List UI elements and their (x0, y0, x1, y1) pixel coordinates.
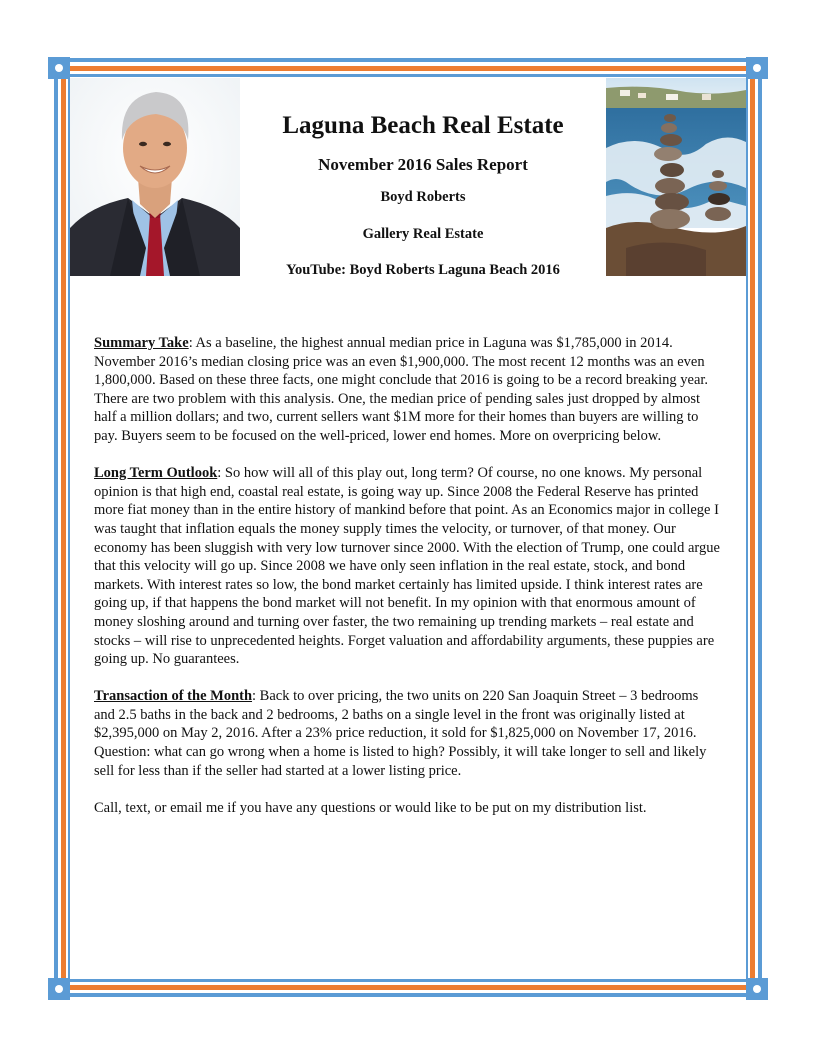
section-text: : As a baseline, the highest annual median price in Laguna was $1,785,000 in 2014. November 2016’s median closing price was an even $1,900,000. The most recent 12 months was an even 1,800,000. Based on these three facts, one might conclude that 2016 is going to be a record breaking year. There are two problem with this analysis. One, the median price of pending sales just dropped by almost half a million dollars; and two, current sellers want $1M more for their homes than buyers are willing to pay. Buyers seem to be focused on the well-priced, lower end homes. More on overpricing below. (94, 335, 709, 444)
section-long-term-outlook (94, 464, 722, 669)
report-subtitle: November 2016 Sales Report (318, 155, 528, 174)
border-top-blue (58, 58, 758, 62)
beach-photo (606, 78, 746, 276)
report-body (94, 334, 722, 836)
corner-bottom-right (746, 978, 768, 1000)
section-text: : So how will all of this play out, long term? Of course, no one knows. My personal opinion is that high end, coastal real estate, is going way up. Since 2008 the Federal Reserve has printed more fiat money than in the entire history of mankind before that point. As an Economics major in college I was taught that inflation equals the money supply times the velocity, or turnover, of that money. Our economy has been sluggish with very low turnover since 2000. With the election of Trump, one could argue that this velocity will go up. Since 2008 we have only seen inflation in the real estate, stock, and bond markets. With interest rates so low, the bond market certainly has limited upside. I think interest rates are going up, if that happens the bond market will not benefit. In my opinion with that enormous amount of money sloshing around and turning over faster, the two remaining up trending markets – real estate and stocks – will rise to unprecedented heights. Forget valuation and affordability arguments, these puppies are going up. No guarantees. (94, 465, 720, 668)
border-top-orange (58, 66, 758, 71)
section-text: : Back to over pricing, the two units on 220 San Joaquin Street – 3 bedrooms and 2.5 baths in the back and 2 bedrooms, 2 baths on a single level in the front was originally listed at $2,395,000 on May 2, 2016. After a 23% price reduction, it sold for $1,825,000 on November 17, 2016. Question: what can go wrong when a home is listed to high? Possibly, it will take longer to sell and likely sell for less than if the seller had started at a lower listing price. (94, 688, 707, 779)
brokerage-name: Gallery Real Estate (362, 226, 484, 242)
section-heading: Transaction of the Month (94, 688, 253, 705)
border-right-orange (750, 60, 755, 996)
section-summary (94, 334, 722, 446)
border-right-blue-inner (746, 60, 748, 996)
corner-top-left (48, 57, 70, 79)
section-transaction-of-month (94, 687, 722, 780)
agent-name: Boyd Roberts (380, 189, 466, 205)
youtube-line: YouTube: Boyd Roberts Laguna Beach 2016 (286, 262, 560, 278)
border-bottom-orange (58, 985, 758, 990)
border-top-blue-inner (58, 74, 758, 77)
border-left-orange (61, 60, 66, 996)
border-bottom-blue (58, 993, 758, 997)
border-bottom-blue-inner (58, 979, 758, 982)
agent-photo (70, 78, 240, 276)
corner-bottom-left (48, 978, 70, 1000)
header-title-block (240, 78, 606, 278)
portrait-photo-svg (70, 78, 240, 276)
section-heading: Long Term Outlook (94, 465, 218, 482)
border-left-blue (54, 60, 58, 996)
beach-rock-cairn-svg (606, 78, 746, 276)
closing-line: Call, text, or email me if you have any questions or would like to be put on my distribution list. (94, 799, 647, 816)
border-right-blue (758, 60, 762, 996)
corner-top-right (746, 57, 768, 79)
report-title: Laguna Beach Real Estate (282, 112, 564, 139)
section-heading: Summary Take (94, 335, 189, 351)
report-header (70, 78, 746, 278)
